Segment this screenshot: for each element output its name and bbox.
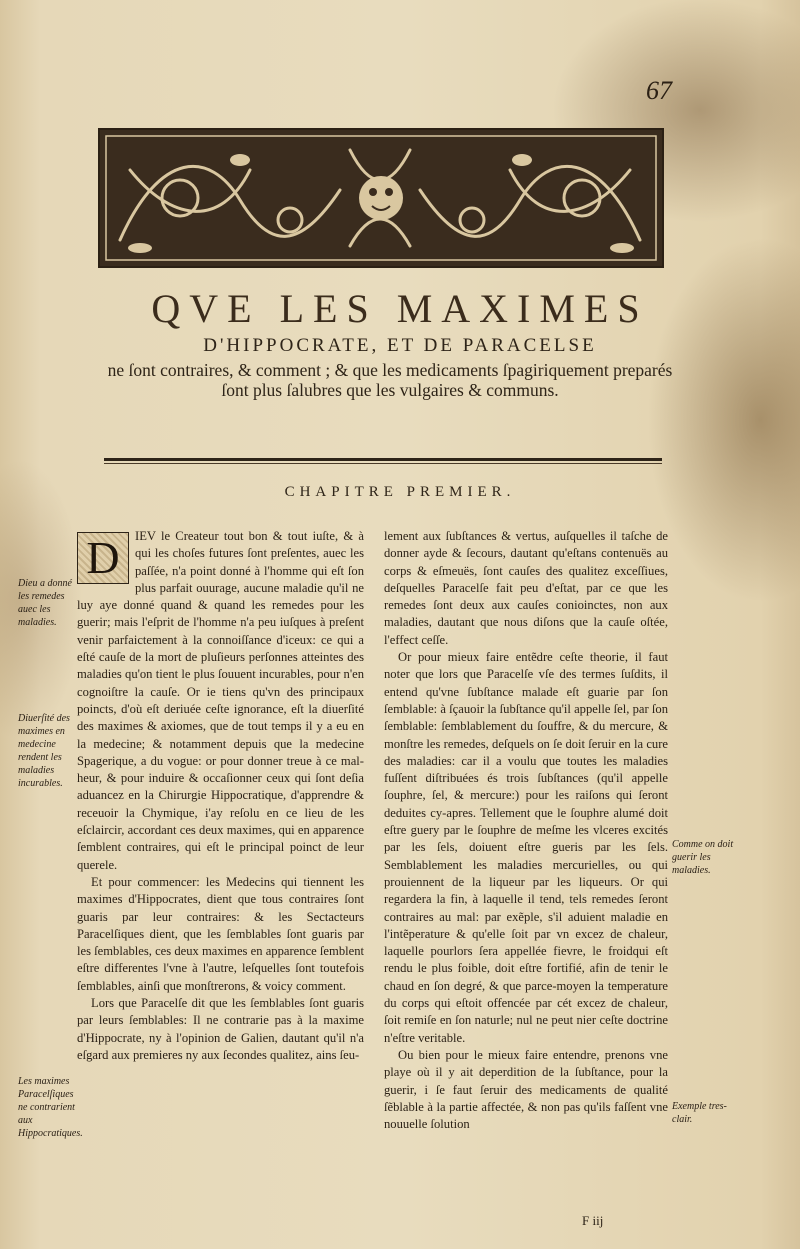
ornamental-headpiece-image [98,128,664,268]
drop-cap-letter: D [77,532,129,584]
margin-note: Les maximes Paracelſiques ne contrarient aux Hippocratiques. [18,1076,83,1139]
page-number: 67 [646,76,672,105]
divider-rule [104,458,662,461]
title-sub: D'HIPPOCRATE, ET DE PARACELSE [203,335,597,356]
paragraph: Lors que Paracelſe dit que les ſemblables ſont guaris par leurs ſemblables: Il ne contrarie pas à la maxime d'Hippocrate, ny à l'opinion de Galien, dautant qu'il n'a eſgard aux premieres ny aux ſecondes qualitez, ains ſeu- [77,996,364,1062]
paragraph: IEV le Createur tout bon & tout iuſte, & à qui les choſes futures ſont preſentes, auec les paſſée, n'a point donné à l'homme qui eſt ſon plus parfait ouurage, aucune maladie qu'il ne luy aye donné quand & quand les remedes pour les guerir; mais l'eſprit de l'homme n'a peu iuſques à preſent venir parfaictement à la connoiſſance d'iceux: ce qui a eſté cauſe de la mort de pluſieurs perſonnes atteintes des maladies qu'on tient le plus ſouuent incurables, pour n'en cognoiſtre la cauſe. Or ie tiens qu'vn des principaux poincts, d'où eſt deriuée ceſte ignorance, eſt la diuerſité des maximes & axiomes, que de tout temps il y a eu en la medecine; & notamment depuis que la medecine Spagerique, a du vogue: or pour donner treue à ce mal-heur, & pour induire & occaſionner ceux qui ſont deſia aduancez en la Chirurgie Hippocratique, d'apprendre & receuoir la Chymique, i'ay reſolu en ce lieu de les eſclaircir, accordant ces deux maximes, qui en apparence ſemblent contraires, qui eſt le principal poinct de leur querele. [77,529,364,872]
paragraph: Et pour commencer: les Medecins qui tiennent les maximes d'Hippocrates, dient que tous contraires ſont guaris par leur contraires: & les Sectacteurs Paracelſiques dient, que les ſemblables ſont guaris par les ſemblables, ces deux maximes en apparence ſemblent eſtre differentes l'vne à l'autre, leſquelles ſont toutefois ſemblables, ainſi que monſtrerons, & voicy comment. [77,874,364,993]
right-text-column [384,528,668,1133]
margin-note: Dieu a donné les remedes auec les maladies. [18,578,72,628]
paragraph: Ou bien pour le mieux faire entendre, prenons vne playe où il y ait deperdition de la ſubſtance, pour la guerir, i ſe faut ſeruir des medicaments de qualité ſẽblable à la partie affectée, & non pas qu'ils faſſent vne nouuelle ſolution [384,1047,668,1132]
paragraph: lement aux ſubſtances & vertus, auſquelles il taſche de donner ayde & ſecours, dautant qu'eſtans contenuës au corps & eſmeuës, ſont cauſes des qualitez exceſſiues, deſquelles Paracelſe fait peu d'eſtat, par ce que les remedes ſont deux aux cauſes conioinctes, non aux maladies, dautant que nous diſons que la cauſe oſtée, l'effect ceſſe. [384,529,668,647]
chapter-heading: CHAPITRE PREMIER. [284,484,516,500]
margin-note: Comme on doit guerir les maladies. [672,839,734,876]
margin-note: Diuerſité des maximes en medecine rendent les maladies incurables. [18,713,70,789]
signature-mark: F iij [582,1213,604,1228]
title-main: QVE LES MAXIMES [151,286,649,331]
paragraph: Or pour mieux faire entẽdre ceſte theorie, il faut noter que lors que Paracelſe vſe des termes ſuſdits, il entend qu'vne ſubſtance malade eſt guarie par ſon ſemblable: à ſçauoir la ſubſtance qu'il appelle ſel, par ſon ſemblable: ſemblablement du ſouffre, & du mercure, & monſtre les remedes, deſquels on ſe doit ſeruir en la cure des maladies: car il a voulu que toutes les maladies fuſſent diſtribuées és trois ſubſtances (qu'il appelle ſouphre, ſel, & mercure:) pour les raiſons qui ſeront deduites cy-apres. Tellement que le ſouphre alumé doit eſtre guery par le ſouphre de meſme les vlceres excités par les ſels, doiuent eſtre gueris par les ſels. Semblablement les maladies mercurielles, ou qui prouiennent de la liqueur par les liqueurs. Or qui regardera la fin, à laquelle il tend, tels remedes ſeront contraires au mal: par exẽple, s'il aduient maladie en l'intẽperature & qu'elle ſoit par vn excez de chaleur, laquelle pourlors ſera appellée fievre, le froidqui eſt rendu le plus foible, doit eſtre fortifié, afin de tenir le chaud en ſon degré, & que parce-moyen la temperature du corps qui eſtoit offencée par cét excez de chaleur, ſoit remiſe en ſon naturle; nul ne peut nier ceſte doctrine n'eſtre veritable. [384,650,668,1045]
margin-note: Exemple tres-clair. [672,1101,727,1125]
divider-rule-thin [104,463,662,464]
title-description: ne ſont contraires, & comment ; & que les medicaments ſpagiriquement preparés ſont plus ſalubres que les vulgaires & communs. [107,360,673,400]
left-text-column [77,528,364,1064]
